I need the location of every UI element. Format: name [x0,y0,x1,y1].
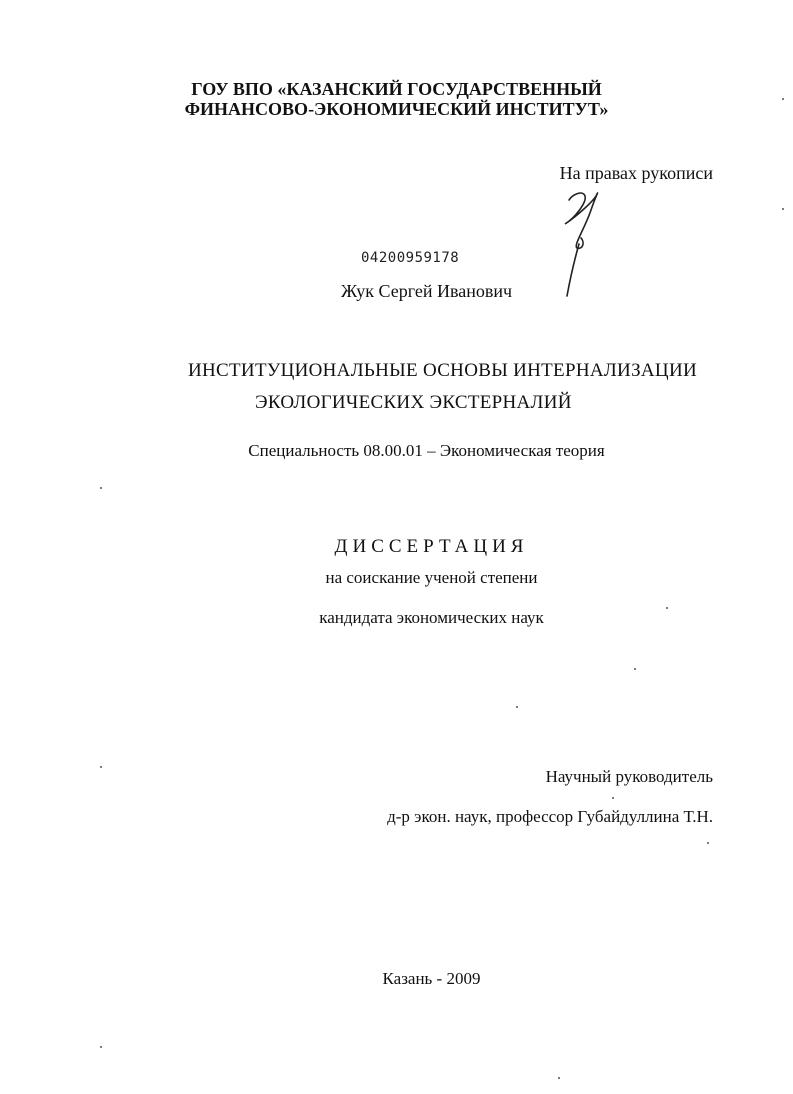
registration-number: 04200959178 [361,250,460,266]
advisor-label: Научный руководитель [545,767,713,786]
author-name: Жук Сергей Иванович [341,281,513,301]
scan-speck [707,842,709,844]
handwritten-signature [555,188,605,303]
degree-line-2: кандидата экономических наук [319,608,544,627]
scan-speck [100,487,102,489]
scan-speck [634,668,636,670]
manuscript-note: На правах рукописи [559,163,713,183]
scan-speck [612,797,614,799]
scan-speck [782,208,784,210]
scan-speck [666,607,668,609]
scan-speck [558,1077,560,1079]
city-year: Казань - 2009 [382,969,481,988]
document-type: ДИССЕРТАЦИЯ [334,536,529,557]
thesis-title-line-1: ИНСТИТУЦИОНАЛЬНЫЕ ОСНОВЫ ИНТЕРНАЛИЗАЦИИ [188,360,697,381]
degree-line-1: на соискание ученой степени [325,568,538,587]
advisor-name: д-р экон. наук, профессор Губайдуллина Т.Н. [387,807,713,826]
specialty: Специальность 08.00.01 – Экономическая теория [248,441,605,460]
scan-speck [782,98,784,100]
scan-speck [100,766,102,768]
org-name-line-2: ФИНАНСОВО-ЭКОНОМИЧЕСКИЙ ИНСТИТУТ» [184,99,609,119]
org-name-line-1: ГОУ ВПО «КАЗАНСКИЙ ГОСУДАРСТВЕННЫЙ [191,79,602,99]
scan-speck [100,1046,102,1048]
thesis-title-line-2: ЭКОЛОГИЧЕСКИХ ЭКСТЕРНАЛИЙ [255,392,572,413]
scan-speck [516,706,518,708]
